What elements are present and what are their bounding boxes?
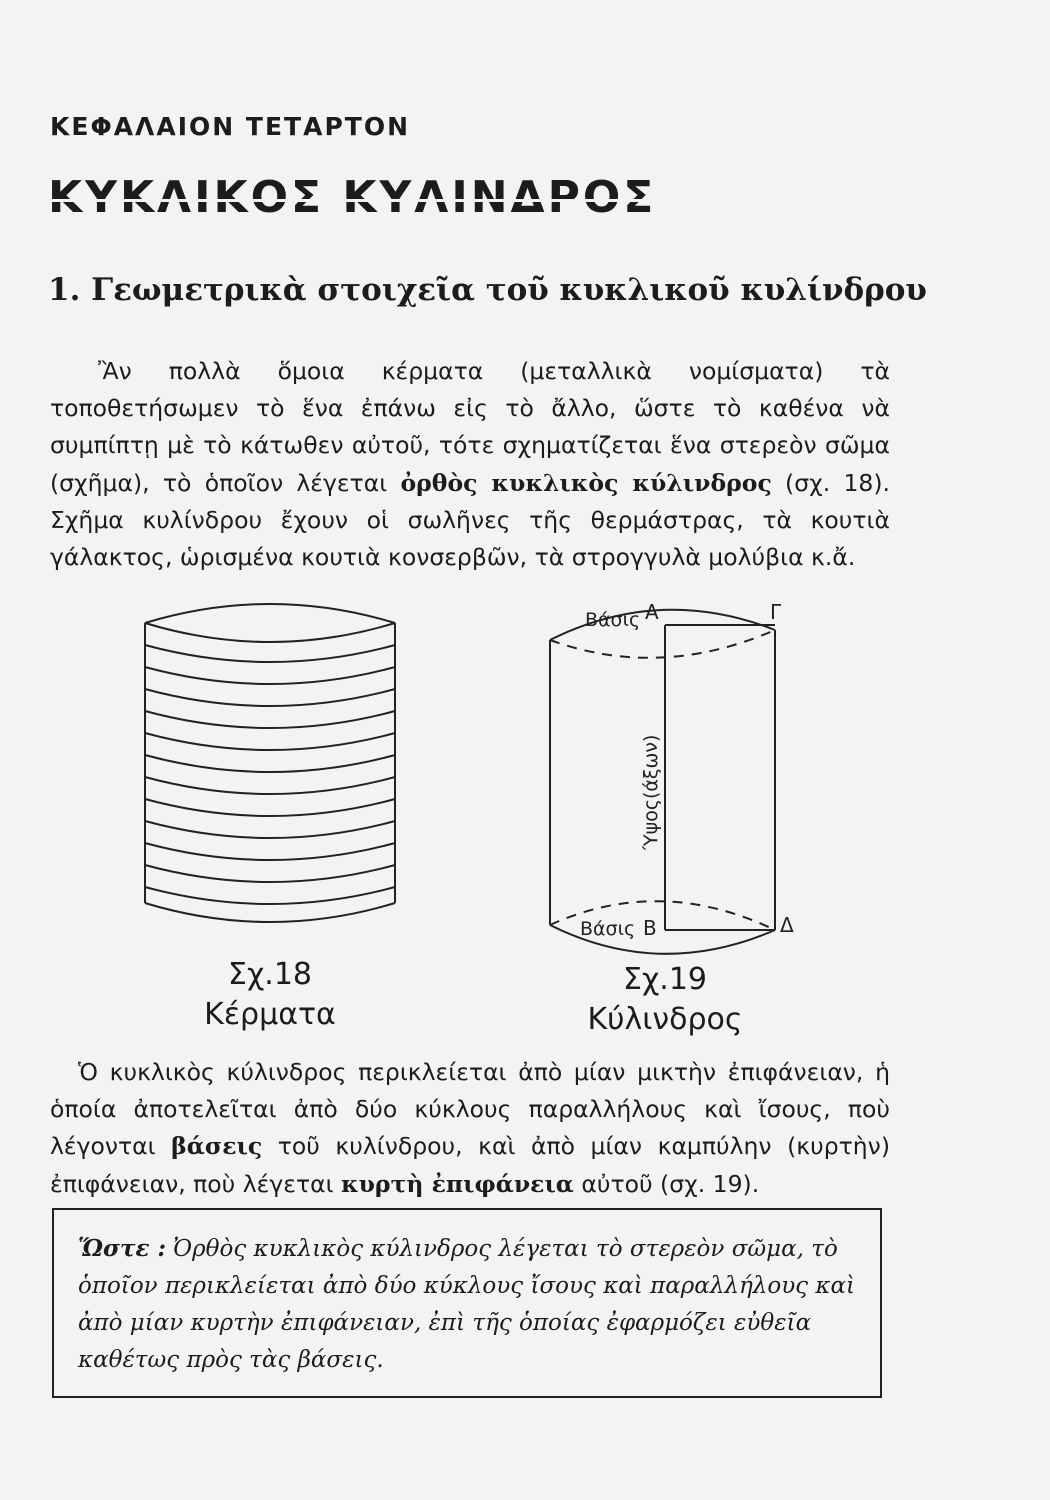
label-base-bottom: Βάσις [580, 918, 636, 940]
paragraph-surfaces-text-1: Ὁ κυκλικὸς κύλινδρος περικλείεται ἀπὸ μίαν μικτὴν ἐπιφάνειαν, ἡ ὁποία ἀποτελεῖται ἀπὸ δύο κύκλους παραλλήλους καὶ ἴσους, ποὺ λέγονται [50, 1058, 890, 1161]
paragraph-surfaces-text-3: αὐτοῦ (σχ. 19). [573, 1169, 760, 1198]
term-curved-surface: κυρτὴ ἐπιφάνεια [341, 1169, 574, 1198]
coin-stack-drawing [145, 604, 395, 922]
page-title: ΚΥΚΛΙΚΟΣ ΚΥΛΙΝΔΡΟΣ [48, 172, 657, 223]
figure18-number: Σχ.18 [228, 957, 312, 992]
definition-text: Ὀρθὸς κυκλικὸς κύλινδρος λέγεται τὸ στερεὸν σῶμα, τὸ ὁποῖον περικλείεται ἀπὸ δύο κύκλους ἴσους καὶ παραλλήλους καὶ ἀπὸ μίαν κυρτὴν ἐπιφάνειαν, ἐπὶ τῆς ὁποίας ἐφαρμόζει εὐθεῖα καθέτως πρὸς τὰς βάσεις. [78, 1236, 856, 1373]
section-heading-text: Γεωμετρικὰ στοιχεῖα τοῦ κυκλικοῦ κυλίνδρου [91, 272, 927, 308]
section-heading [48, 272, 927, 308]
paragraph-intro-text-1: Ἂν πολλὰ ὅμοια κέρματα (μεταλλικὰ νομίσματα) τὰ τοποθετήσωμεν τὸ ἕνα ἐπάνω εἰς τὸ ἄλλο, ὥστε τὸ καθένα νὰ συμπίπτῃ μὲ τὸ κάτωθεν αὐτοῦ, τότε σχηματίζεται ἕνα στερεὸν σῶμα (σχῆμα), τὸ ὁποῖον λέγεται [50, 357, 890, 497]
figure19-number: Σχ.19 [623, 962, 707, 997]
term-right-circular-cylinder: ὀρθὸς κυκλικὸς κύλινδρος [400, 468, 772, 497]
chapter-heading: ΚΕΦΑΛΑΙΟΝ ΤΕΤΑΡΤΟΝ [50, 112, 411, 141]
point-a: Α [645, 600, 659, 624]
point-b: Β [643, 916, 657, 940]
point-g: Γ [770, 600, 782, 624]
figure18-label: Κέρματα [204, 997, 336, 1032]
paragraph-intro-text-2: (σχ. 18). Σχῆμα κυλίνδρου ἔχουν οἱ σωλῆνες τῆς θερμάστρας, τὰ κουτιὰ γάλακτος, ὡρισμένα κουτιὰ κονσερβῶν, τὰ στρογγυλὰ μολύβια κ.ἄ. [50, 468, 890, 572]
figure18-caption [170, 955, 370, 1035]
figures [130, 585, 830, 1055]
term-bases: βάσεις [171, 1132, 263, 1161]
point-d: Δ [780, 913, 794, 937]
figure19-label: Κύλινδρος [587, 1002, 743, 1037]
height-axis-label: Ύψος(άξων) [640, 734, 662, 850]
definition-box [52, 1208, 882, 1398]
cylinder-drawing [550, 610, 775, 954]
figure19-caption [565, 960, 765, 1040]
definition-lead: Ὥστε : [78, 1235, 166, 1262]
paragraph-surfaces-text-2: τοῦ κυλίνδρου, καὶ ἀπὸ μίαν καμπύλην (κυρτὴν) ἐπιφάνειαν, ποὺ λέγεται [50, 1132, 890, 1198]
section-number: 1. [48, 272, 81, 308]
paragraph-surfaces [50, 1054, 890, 1203]
label-base-top: Βάσις [585, 609, 641, 631]
paragraph-intro [50, 353, 890, 576]
